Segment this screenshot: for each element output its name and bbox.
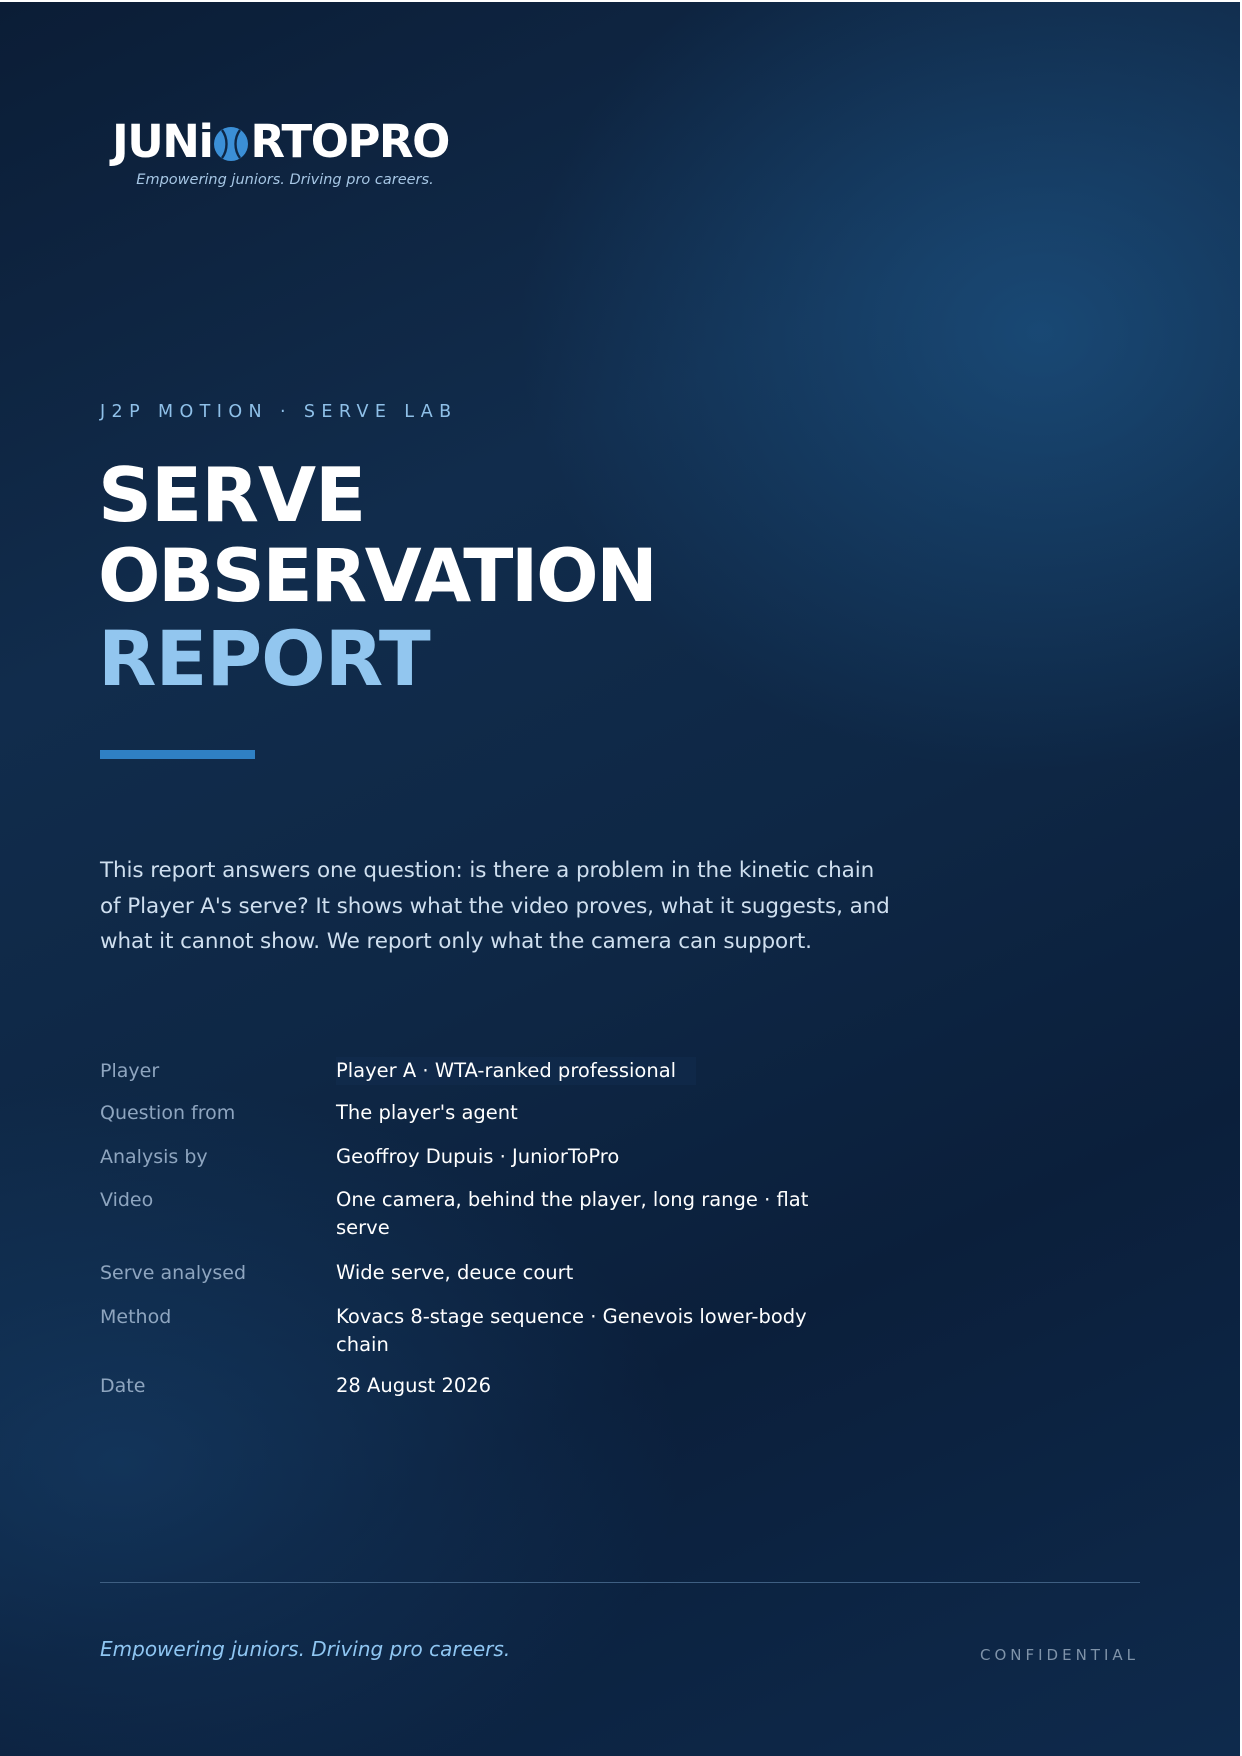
report-details [100,1057,860,1412]
report-cover [0,2,1240,1756]
detail-row-analysis-by [100,1143,860,1186]
detail-row-player [100,1057,860,1099]
title-line-report: REPORT [98,614,430,703]
logo-word-right: RTOPRO [250,115,449,168]
detail-row-serve-analysed [100,1259,860,1303]
brand-logo [112,114,458,188]
logo-wordmark [112,114,458,170]
detail-value: Geoffroy Dupuis · JuniorToPro [336,1145,620,1168]
confidential-label: CONFIDENTIAL [979,1646,1139,1664]
tennis-ball-icon [213,126,249,162]
intro-paragraph: This report answers one question: is there a problem in the kinetic chain of Player A's serve? It shows what the video proves, what it suggests, and what it cannot show. We report only what the camera can support. [100,858,890,954]
detail-label: Method [100,1306,172,1328]
detail-value: One camera, behind the player, long range · flat serve [336,1188,809,1239]
detail-label: Analysis by [100,1146,208,1168]
logo-word-left: JUNi [112,115,213,168]
report-title [98,451,656,703]
detail-value: Kovacs 8-stage sequence · Genevois lower-body chain [336,1305,807,1356]
detail-label: Date [100,1375,146,1397]
detail-value: Player A · WTA-ranked professional [336,1057,696,1085]
detail-row-date [100,1372,860,1412]
accent-divider [100,750,255,759]
detail-row-question-from [100,1099,860,1143]
footer-divider [100,1582,1140,1583]
logo-tagline: Empowering juniors. Driving pro careers. [136,172,434,188]
detail-value: Wide serve, deuce court [336,1261,574,1284]
title-line-observation: OBSERVATION [98,534,656,619]
footer-tagline: Empowering juniors. Driving pro careers. [100,1637,511,1661]
detail-row-video [100,1186,860,1259]
detail-label: Serve analysed [100,1262,247,1284]
eyebrow-label: J2P MOTION · SERVE LAB [100,402,458,422]
detail-row-method [100,1303,860,1372]
title-line-serve: SERVE [98,451,366,539]
detail-label: Player [100,1060,160,1082]
detail-value: 28 August 2026 [336,1374,492,1397]
detail-value: The player's agent [336,1101,518,1124]
detail-label: Question from [100,1102,236,1124]
detail-label: Video [100,1189,154,1211]
